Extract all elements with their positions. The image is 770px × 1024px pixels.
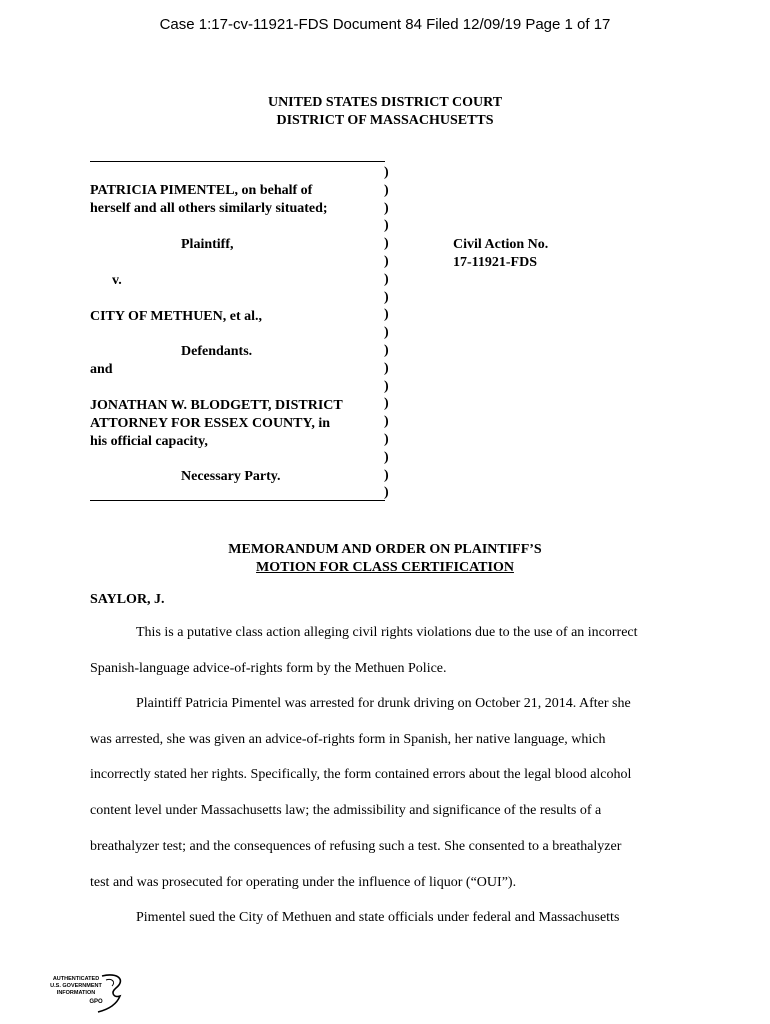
plaintiff-line-1: PATRICIA PIMENTEL, on behalf of [90, 183, 313, 198]
paren: ) [384, 182, 389, 198]
paren: ) [384, 396, 389, 412]
plaintiff-name [90, 182, 380, 218]
necessary-party-name [90, 397, 380, 451]
gpo-line-2: U.S. GOVERNMENT [50, 983, 102, 989]
paren: ) [384, 200, 389, 216]
paren: ) [384, 378, 389, 394]
body-line: was arrested, she was given an advice-of-rights form in Spanish, her native language, which [90, 732, 606, 747]
gpo-line-3: INFORMATION [56, 990, 96, 996]
paren: ) [384, 467, 389, 483]
caption-bottom-rule [90, 500, 385, 501]
court-district: DISTRICT OF MASSACHUSETTS [276, 113, 494, 128]
necessary-party-role: Necessary Party. [181, 469, 281, 484]
page-header: Case 1:17-cv-11921-FDS Document 84 Filed 12/09/19 Page 1 of 17 [159, 16, 611, 33]
paren: ) [384, 307, 389, 323]
paren: ) [384, 271, 389, 287]
civil-action-label: Civil Action No. [453, 237, 549, 252]
plaintiff-line-2: herself and all others similarly situated; [90, 201, 328, 216]
paren: ) [384, 485, 389, 501]
title-line-1: MEMORANDUM AND ORDER ON PLAINTIFF’S [228, 542, 542, 557]
versus: v. [112, 273, 122, 288]
body-line: test and was prosecuted for operating under the influence of liquor (“OUI”). [90, 875, 517, 890]
party-line-2: ATTORNEY FOR ESSEX COUNTY, in [90, 416, 331, 431]
defendant-role: Defendants. [181, 344, 253, 359]
body-line: content level under Massachusetts law; the admissibility and significance of the results of a [90, 803, 602, 818]
plaintiff-role: Plaintiff, [181, 237, 234, 252]
document-title [0, 541, 770, 577]
court-heading [0, 94, 770, 130]
body-line: incorrectly stated her rights. Specifically, the form contained errors about the legal blood alcohol [90, 767, 632, 782]
paren: ) [384, 218, 389, 234]
gpo-authentication-logo [40, 972, 130, 1016]
title-line-2: MOTION FOR CLASS CERTIFICATION [256, 560, 514, 575]
paren: ) [384, 236, 389, 252]
caption-top-rule [90, 161, 385, 162]
defendant-name: CITY OF METHUEN, et al., [90, 309, 263, 324]
body-line: Pimentel sued the City of Methuen and state officials under federal and Massachusetts [136, 910, 620, 925]
paren: ) [384, 342, 389, 358]
paren: ) [384, 165, 389, 180]
judge-name: SAYLOR, J. [90, 592, 165, 607]
party-line-1: JONATHAN W. BLODGETT, DISTRICT [90, 398, 343, 413]
court-name: UNITED STATES DISTRICT COURT [267, 95, 503, 110]
body-line: Spanish-language advice-of-rights form by the Methuen Police. [90, 661, 447, 676]
paren: ) [384, 449, 389, 465]
paren: ) [384, 360, 389, 376]
body-line: This is a putative class action alleging civil rights violations due to the use of an incorrect [136, 625, 638, 640]
paren: ) [384, 253, 389, 269]
gpo-line-1: AUTHENTICATED [52, 976, 100, 982]
paren: ) [384, 414, 389, 430]
gpo-seal-icon [40, 972, 130, 1016]
paren: ) [384, 325, 389, 341]
body-line: Plaintiff Patricia Pimentel was arrested for drunk driving on October 21, 2014. After she [136, 696, 631, 711]
party-line-3: his official capacity, [90, 434, 208, 449]
gpo-line-4: GPO [89, 999, 103, 1005]
civil-action-number: 17-11921-FDS [453, 255, 537, 270]
paren: ) [384, 431, 389, 447]
paren: ) [384, 289, 389, 305]
civil-action [453, 236, 548, 272]
and-conjunction: and [90, 362, 113, 377]
body-line: breathalyzer test; and the consequences of refusing such a test. She consented to a breathalyzer [90, 839, 622, 854]
caption-parentheses [384, 164, 396, 502]
